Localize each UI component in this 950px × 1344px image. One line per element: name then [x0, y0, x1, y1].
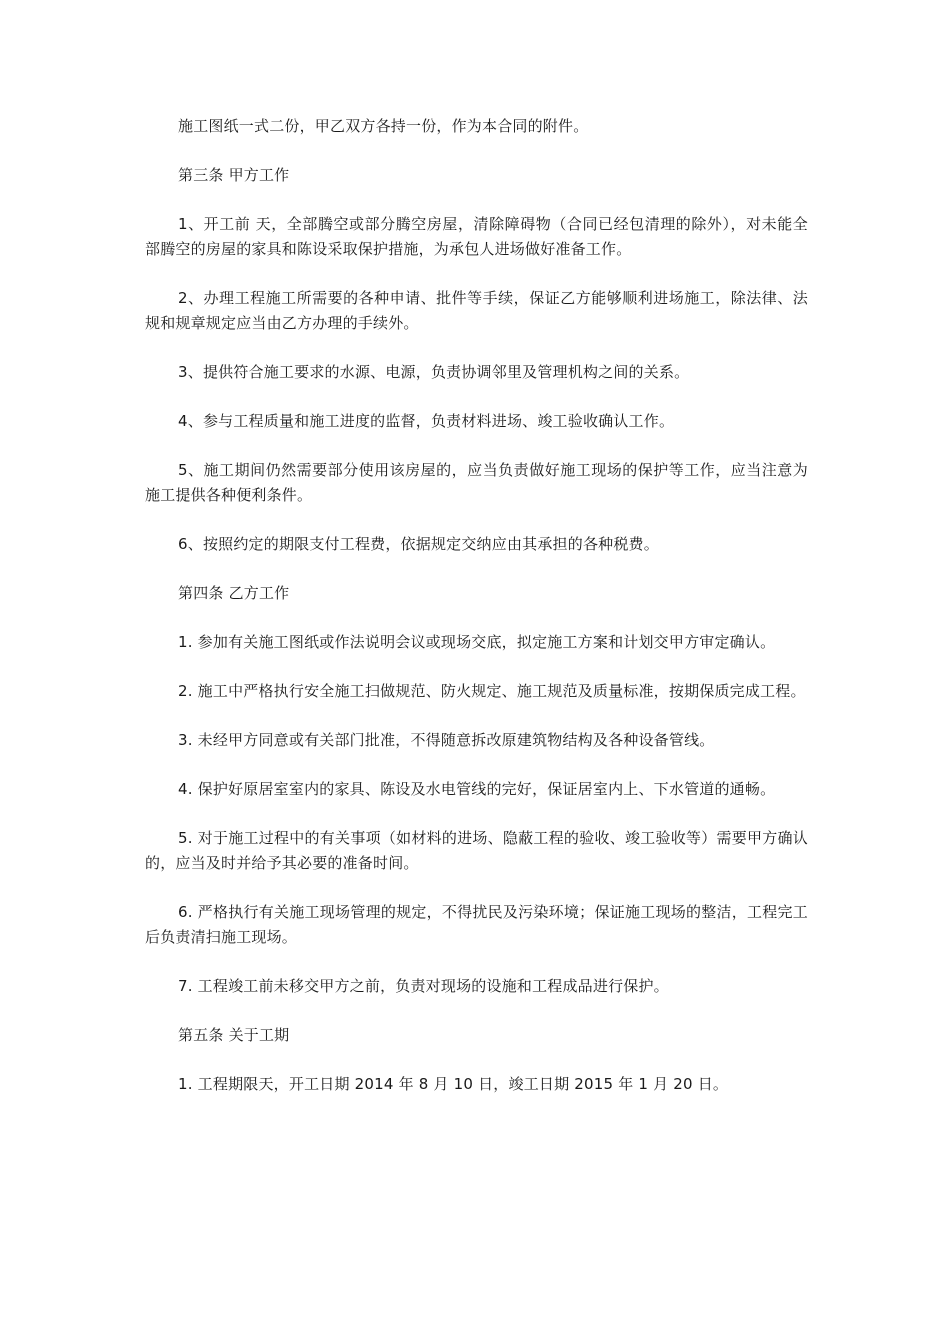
heading-article-4: 第四条 乙方工作: [178, 584, 290, 602]
paragraph-b-duty-3: 3. 未经甲方同意或有关部门批准，不得随意拆改原建筑物结构及各种设备管线。: [178, 731, 715, 749]
paragraph-schedule-1: 1. 工程期限天，开工日期 2014 年 8 月 10 日，竣工日期 2015 年 1 月 20 日。: [178, 1075, 729, 1093]
paragraph-a-duty-4: 4、参与工程质量和施工进度的监督，负责材料进场、竣工验收确认工作。: [178, 412, 675, 430]
paragraph-a-duty-1: 1、开工前 天，全部腾空或部分腾空房屋，清除障碍物（合同已经包清理的除外），对未能全部腾空的房屋的家具和陈设采取保护措施，为承包人进场做好准备工作。: [145, 215, 808, 258]
document-body: [145, 114, 808, 1121]
paragraph-a-duty-6: 6、按照约定的期限支付工程费，依据规定交纳应由其承担的各种税费。: [178, 535, 659, 553]
heading-article-5: 第五条 关于工期: [178, 1026, 290, 1044]
heading-article-3: 第三条 甲方工作: [178, 166, 290, 184]
paragraph-b-duty-4: 4. 保护好原居室室内的家具、陈设及水电管线的完好，保证居室内上、下水管道的通畅。: [178, 780, 776, 798]
paragraph-b-duty-2: 2. 施工中严格执行安全施工扫做规范、防火规定、施工规范及质量标准，按期保质完成工程。: [178, 682, 806, 700]
paragraph-b-duty-5: 5. 对于施工过程中的有关事项（如材料的进场、隐蔽工程的验收、竣工验收等）需要甲方确认的，应当及时并给予其必要的准备时间。: [145, 829, 808, 872]
paragraph-b-duty-6: 6. 严格执行有关施工现场管理的规定，不得扰民及污染环境；保证施工现场的整洁，工程完工后负责清扫施工现场。: [145, 903, 808, 946]
paragraph-drawings-copies: 施工图纸一式二份，甲乙双方各持一份，作为本合同的附件。: [178, 117, 589, 135]
paragraph-a-duty-2: 2、办理工程施工所需要的各种申请、批件等手续，保证乙方能够顺利进场施工，除法律、法规和规章规定应当由乙方办理的手续外。: [145, 289, 808, 332]
paragraph-b-duty-7: 7. 工程竣工前未移交甲方之前，负责对现场的设施和工程成品进行保护。: [178, 977, 669, 995]
paragraph-b-duty-1: 1. 参加有关施工图纸或作法说明会议或现场交底，拟定施工方案和计划交甲方审定确认。: [178, 633, 776, 651]
paragraph-a-duty-5: 5、施工期间仍然需要部分使用该房屋的，应当负责做好施工现场的保护等工作，应当注意为施工提供各种便利条件。: [145, 461, 808, 504]
paragraph-a-duty-3: 3、提供符合施工要求的水源、电源，负责协调邻里及管理机构之间的关系。: [178, 363, 690, 381]
